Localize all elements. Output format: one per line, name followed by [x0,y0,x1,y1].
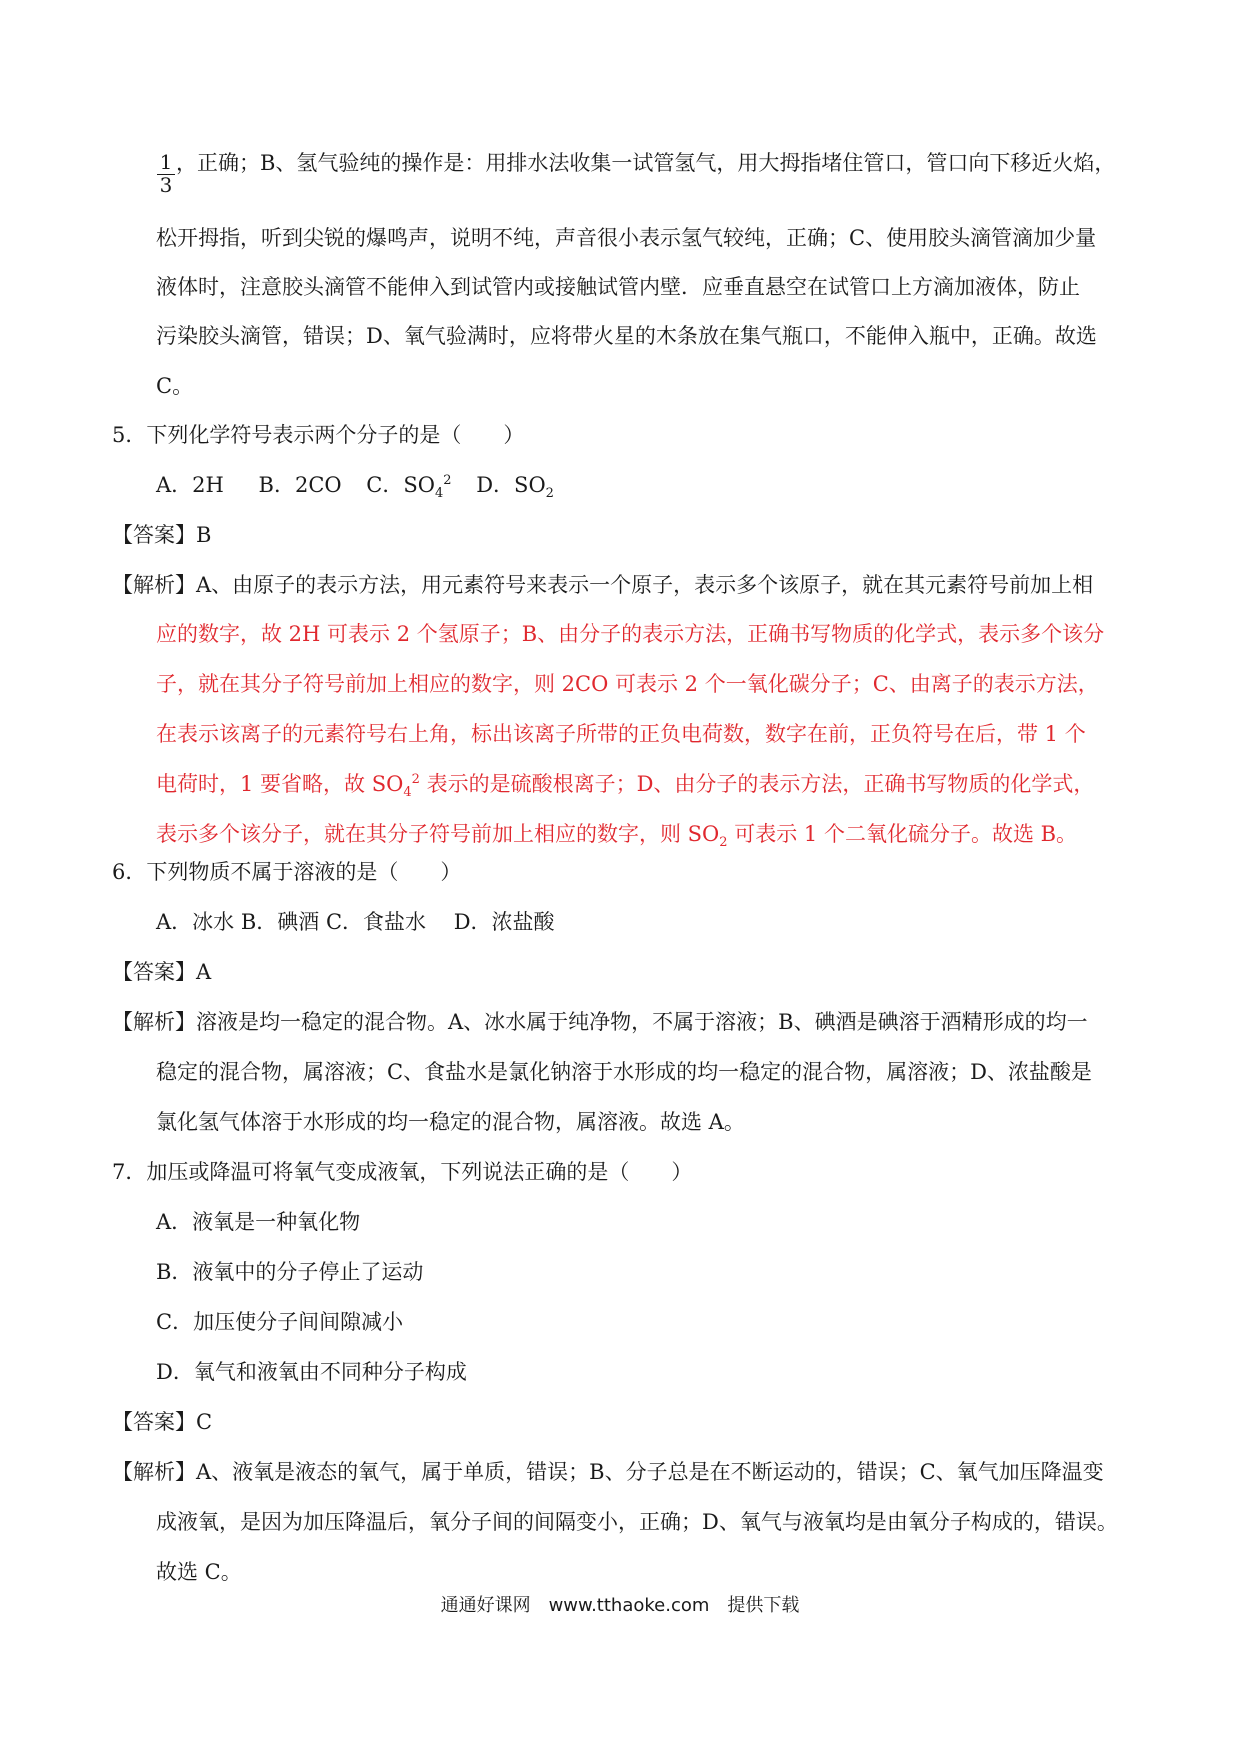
q5-analysis-line-1: 【解析】A、由原子的表示方法，用元素符号来表示一个原子，表示多个该原子，就在其元素符号前加上相 [112,573,1094,597]
fraction-numerator: 1 [159,150,173,174]
q7-analysis-line-3: 故选 C。 [156,1560,242,1584]
q6-options: A．冰水 B．碘酒 C．食盐水 D．浓盐酸 [156,910,555,934]
q4-analysis-line-2: 松开拇指，听到尖锐的爆鸣声，说明不纯，声音很小表示氢气较纯，正确；C、使用胶头滴管滴加少量 [156,226,1097,250]
q5-option-a: A．2H [156,473,224,497]
q5-analysis-line-3: 子，就在其分子符号前加上相应的数字，则 2CO 可表示 2 个一氧化碳分子；C、由离子的表示方法， [156,672,1099,696]
q6-answer: 【答案】A [112,960,212,984]
q5-options [156,470,554,500]
q7-answer: 【答案】C [112,1410,213,1434]
q5-option-c: C．$SO_4^2$ [366,473,452,502]
fraction-denominator: 3 [159,173,173,197]
q6-question: 6．下列物质不属于溶液的是（ ） [112,860,462,884]
q5-option-d: D．$SO_2$ [476,473,554,502]
q7-option-b: B．液氧中的分子停止了运动 [156,1260,424,1284]
q4-analysis-line-4: 污染胶头滴管，错误；D、氧气验满时，应将带火星的木条放在集气瓶口，不能伸入瓶中，正确。故选 [156,324,1097,348]
q4-analysis-line-1: ，正确；B、氢气验纯的操作是：用排水法收集一试管氢气，用大拇指堵住管口，管口向下移近火焰， [176,151,1116,175]
page-footer: 通通好课网 www.tthaoke.com 提供下载 [440,1595,800,1616]
q5-answer: 【答案】B [112,523,212,547]
q7-option-d: D．氧气和液氧由不同种分子构成 [156,1360,467,1384]
fraction-one-third [156,152,176,197]
q5-analysis-line-5: 电荷时，1 要省略，故 $SO_4^2$ 表示的是硫酸根离子；D、由分子的表示方法，正确书写物质的化学式， [156,772,1095,801]
q6-analysis-line-3: 氯化氢气体溶于水形成的均一稳定的混合物，属溶液。故选 A。 [156,1110,745,1134]
q5-analysis-line-4: 在表示该离子的元素符号右上角，标出该离子所带的正负电荷数，数字在前，正负符号在后，带 1 个 [156,722,1086,746]
q5-option-b: B．2CO [258,473,342,497]
q7-analysis-line-2: 成液氧，是因为加压降温后，氧分子间的间隔变小，正确；D、氧气与液氧均是由氧分子构成的，错误。 [156,1510,1118,1534]
q5-analysis-line-6: 表示多个该分子，就在其分子符号前加上相应的数字，则 $SO_2$ 可表示 1 个二氧化硫分子。故选 B。 [156,822,1078,851]
q7-option-a: A．液氧是一种氧化物 [156,1210,361,1234]
q7-analysis-line-1: 【解析】A、液氧是液态的氧气，属于单质，错误；B、分子总是在不断运动的，错误；C、氧气加压降温变 [112,1460,1104,1484]
q6-analysis-line-2: 稳定的混合物，属溶液；C、食盐水是氯化钠溶于水形成的均一稳定的混合物，属溶液；D、浓盐酸是 [156,1060,1092,1084]
q5-question: 5．下列化学符号表示两个分子的是（ ） [112,423,525,447]
q6-analysis-line-1: 【解析】溶液是均一稳定的混合物。A、冰水属于纯净物，不属于溶液；B、碘酒是碘溶于酒精形成的均一 [112,1010,1088,1034]
q7-question: 7．加压或降温可将氧气变成液氧，下列说法正确的是（ ） [112,1160,693,1184]
q4-analysis-line-3: 液体时，注意胶头滴管不能伸入到试管内或接触试管内壁．应垂直悬空在试管口上方滴加液体，防止 [156,275,1080,299]
q4-analysis-line-5: C。 [156,374,194,398]
q7-option-c: C．加压使分子间间隙减小 [156,1310,404,1334]
q5-analysis-line-2: 应的数字，故 2H 可表示 2 个氢原子；B、由分子的表示方法，正确书写物质的化学式，表示多个该分 [156,622,1105,646]
